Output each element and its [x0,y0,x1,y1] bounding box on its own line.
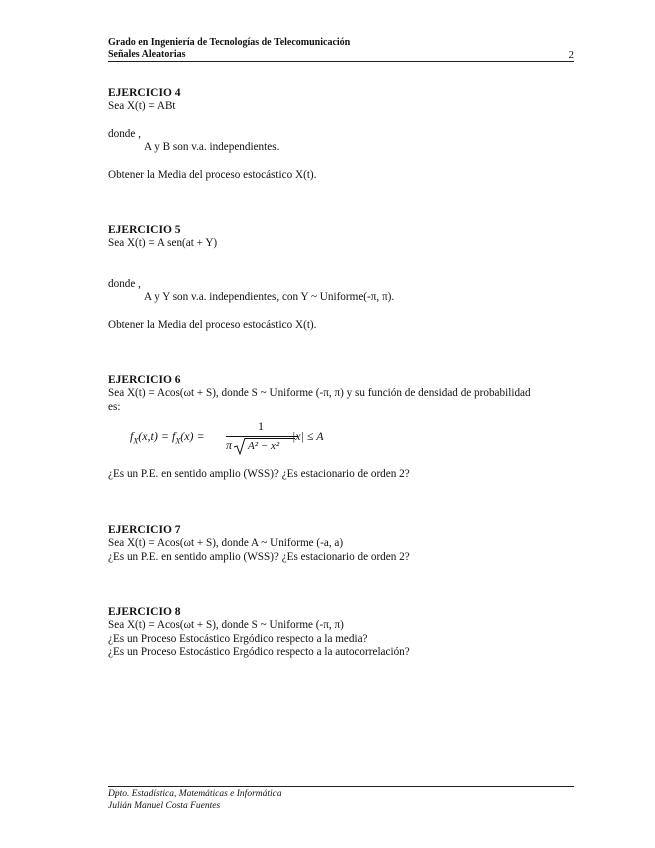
exercise-5-title: EJERCICIO 5 [108,224,181,237]
exercise-6 [108,374,578,482]
exercise-6-title: EJERCICIO 6 [108,374,181,387]
formula-denominator-pi: π [226,438,233,453]
sqrt-vinculum [245,438,295,439]
exercise-5 [108,224,578,332]
exercise-list [108,87,578,660]
formula-mid-sub: X [175,436,181,446]
formula-denominator-radicand: A² − x² [248,440,280,453]
exercise-6-statement-cont: es: [108,400,121,413]
exercise-5-donde: donde , [108,277,141,290]
exercise-5-statement: Sea X(t) = A sen(at + Y) [108,237,218,250]
exercise-8-statement: Sea X(t) = Acos(ωt + S), donde S ~ Uniforme (-π, π) [108,619,344,632]
exercise-4-donde: donde , [108,127,141,140]
footer-author: Julián Manuel Costa Fuentes [108,800,221,811]
exercise-8-title: EJERCICIO 8 [108,605,181,618]
sqrt-sign-icon [234,437,246,455]
formula-lhs-sub: X [133,436,139,446]
footer-divider [108,786,574,787]
exercise-4-question: Obtener la Media del proceso estocástico X(t). [108,168,317,181]
exercise-7-statement: Sea X(t) = Acos(ωt + S), donde A ~ Uniforme (-a, a) [108,537,344,550]
exercise-5-question: Obtener la Media del proceso estocástico X(t). [108,318,317,331]
footer-department: Dpto. Estadística, Matemáticas e Informática [108,789,282,799]
exercise-6-question: ¿Es un P.E. en sentido amplio (WSS)? ¿Es estacionario de orden 2? [108,468,410,481]
exercise-4 [108,87,578,182]
formula-mid-args: (x) = [180,429,205,444]
header-divider [108,61,574,62]
exercise-4-condition: A y B son v.a. independientes. [144,141,280,154]
page-header [108,37,574,61]
formula-condition: |x| ≤ A [292,429,324,444]
page-number: 2 [568,49,574,61]
header-degree: Grado en Ingeniería de Tecnologías de Telecomunicación [108,37,351,48]
exercise-4-title: EJERCICIO 4 [108,87,181,99]
formula-lhs-f: f [130,429,134,444]
exercise-8-question-2: ¿Es un Proceso Estocástico Ergódico respecto a la autocorrelación? [108,646,410,659]
formula-mid-f: f [171,429,176,444]
pdf-formula [108,420,578,460]
header-course: Señales Aleatorias [108,49,186,60]
page-footer [108,789,282,812]
exercise-7 [108,524,578,564]
exercise-5-condition: A y Y son v.a. independientes, con Y ~ Uniforme(-π, π). [144,291,395,304]
formula-numerator: 1 [258,419,264,434]
exercise-8-question-1: ¿Es un Proceso Estocástico Ergódico respecto a la media? [108,632,368,645]
exercise-8 [108,606,578,660]
exercise-4-statement: Sea X(t) = ABt [108,100,176,113]
exercise-7-question: ¿Es un P.E. en sentido amplio (WSS)? ¿Es estacionario de orden 2? [108,550,410,563]
exercise-6-statement: Sea X(t) = Acos(ωt + S), donde S ~ Uniforme (-π, π) y su función de densidad de probabilidad [108,387,531,400]
exercise-7-title: EJERCICIO 7 [108,523,181,536]
formula-lhs-args: (x,t) = [138,429,172,444]
